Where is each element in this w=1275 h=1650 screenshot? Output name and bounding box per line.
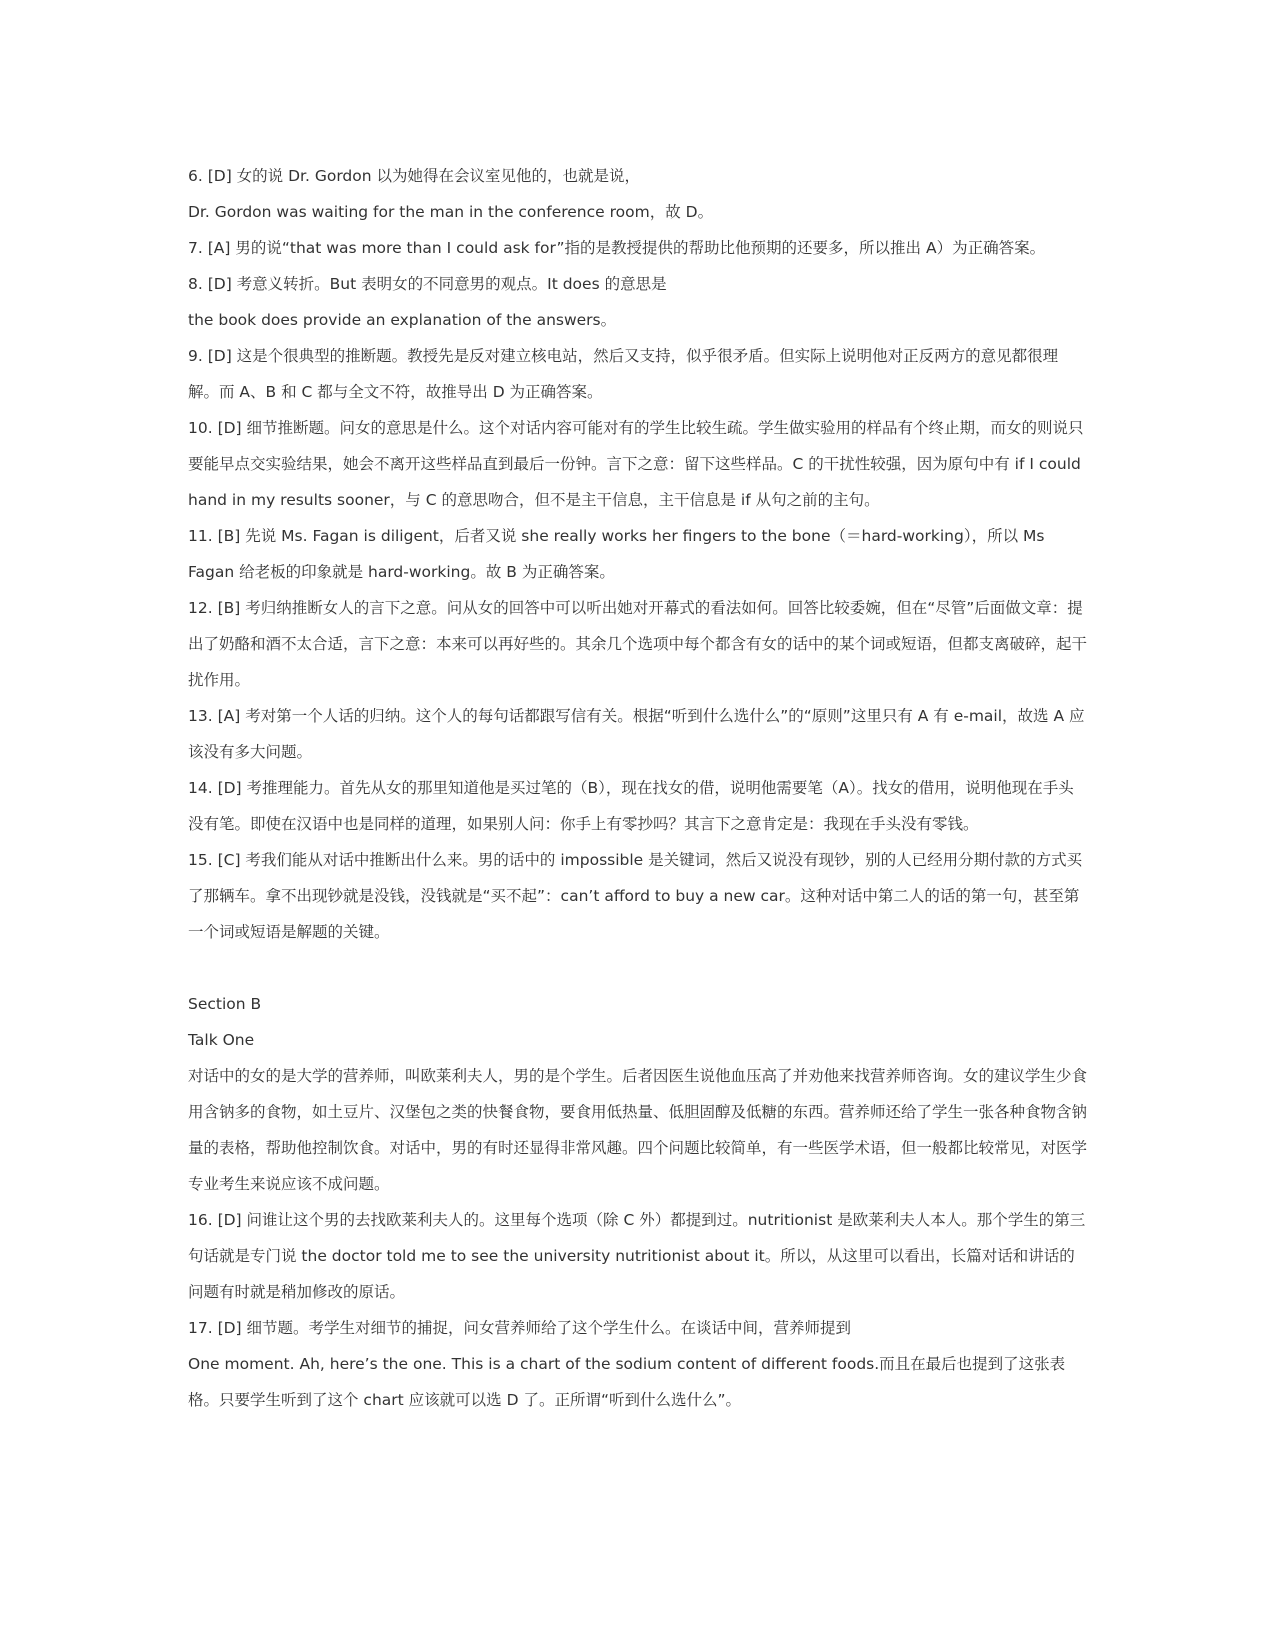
answer-item-16: 16. [D] 问谁让这个男的去找欧莱利夫人的。这里每个选项（除 C 外）都提到过。nutritionist 是欧莱利夫人本人。那个学生的第三句话就是专门说 the doctor told me to see the university nutritionist about it。所以，从这里可以看出，长篇对话和讲话的问题有时就是稍加修改的原话。 (188, 1211, 1086, 1301)
answer-item-7: 7. [A] 男的说“that was more than I could ask for”指的是教授提供的帮助比他预期的还要多，所以推出 A）为正确答案。 (188, 239, 1046, 257)
answer-item-10: 10. [D] 细节推断题。问女的意思是什么。这个对话内容可能对有的学生比较生疏。学生做实验用的样品有个终止期，而女的则说只要能早点交实验结果，她会不离开这些样品直到最后一份钟。言下之意：留下这些样品。C 的干扰性较强，因为原句中有 if I could hand in my results sooner，与 C 的意思吻合，但不是主干信息，主干信息是 if 从句之前的主句。 (188, 419, 1084, 509)
answer-item-17-line-1: 17. [D] 细节题。考学生对细节的捕捉，问女营养师给了这个学生什么。在谈话中间，营养师提到 (188, 1319, 852, 1337)
answer-item-17-line-2: One moment. Ah, here’s the one. This is a chart of the sodium content of different foods.而且在最后也提到了这张表格。只要学生听到了这个 chart 应该就可以选 D 了。正所谓“听到什么选什么”。 (188, 1355, 1066, 1409)
section-heading: Section B (188, 995, 262, 1013)
answer-item-12: 12. [B] 考归纳推断女人的言下之意。问从女的回答中可以听出她对开幕式的看法如何。回答比较委婉，但在“尽管”后面做文章：提出了奶酪和酒不太合适，言下之意：本来可以再好些的。其余几个选项中每个都含有女的话中的某个词或短语，但都支离破碎，起干扰作用。 (188, 599, 1088, 689)
talk-title: Talk One (188, 1031, 255, 1049)
answer-item-6-line-1: 6. [D] 女的说 Dr. Gordon 以为她得在会议室见他的，也就是说， (188, 167, 641, 185)
answer-item-8-line-2: the book does provide an explanation of the answers。 (188, 311, 617, 329)
talk-summary: 对话中的女的是大学的营养师，叫欧莱利夫人，男的是个学生。后者因医生说他血压高了并劝他来找营养师咨询。女的建议学生少食用含钠多的食物，如土豆片、汉堡包之类的快餐食物，要食用低热量、低胆固醇及低糖的东西。营养师还给了学生一张各种食物含钠量的表格，帮助他控制饮食。对话中，男的有时还显得非常风趣。四个问题比较简单，有一些医学术语，但一般都比较常见，对医学专业考生来说应该不成问题。 (188, 1067, 1088, 1193)
answer-item-6-line-2: Dr. Gordon was waiting for the man in the conference room，故 D。 (188, 203, 714, 221)
answer-item-9: 9. [D] 这是个很典型的推断题。教授先是反对建立核电站，然后又支持，似乎很矛盾。但实际上说明他对正反两方的意见都很理解。而 A、B 和 C 都与全文不符，故推导出 D 为正确答案。 (188, 347, 1059, 401)
answer-item-15: 15. [C] 考我们能从对话中推断出什么来。男的话中的 impossible 是关键词，然后又说没有现钞，别的人已经用分期付款的方式买了那辆车。拿不出现钞就是没钱，没钱就是“买不起”：can’t afford to buy a new car。这种对话中第二人的话的第一句，甚至第一个词或短语是解题的关键。 (188, 851, 1083, 941)
answer-item-11: 11. [B] 先说 Ms. Fagan is diligent，后者又说 she really works her fingers to the bone（＝hard-working），所以 Ms Fagan 给老板的印象就是 hard-working。故 B 为正确答案。 (188, 527, 1045, 581)
document-page (188, 158, 1088, 1418)
section-spacer (188, 950, 1088, 986)
answer-item-13: 13. [A] 考对第一个人话的归纳。这个人的每句话都跟写信有关。根据“听到什么选什么”的“原则”这里只有 A 有 e-mail，故选 A 应该没有多大问题。 (188, 707, 1085, 761)
answer-item-8-line-1: 8. [D] 考意义转折。But 表明女的不同意男的观点。It does 的意思是 (188, 275, 667, 293)
answer-item-14: 14. [D] 考推理能力。首先从女的那里知道他是买过笔的（B），现在找女的借，说明他需要笔（A）。找女的借用，说明他现在手头没有笔。即使在汉语中也是同样的道理，如果别人问：你手上有零抄吗？其言下之意肯定是：我现在手头没有零钱。 (188, 779, 1074, 833)
